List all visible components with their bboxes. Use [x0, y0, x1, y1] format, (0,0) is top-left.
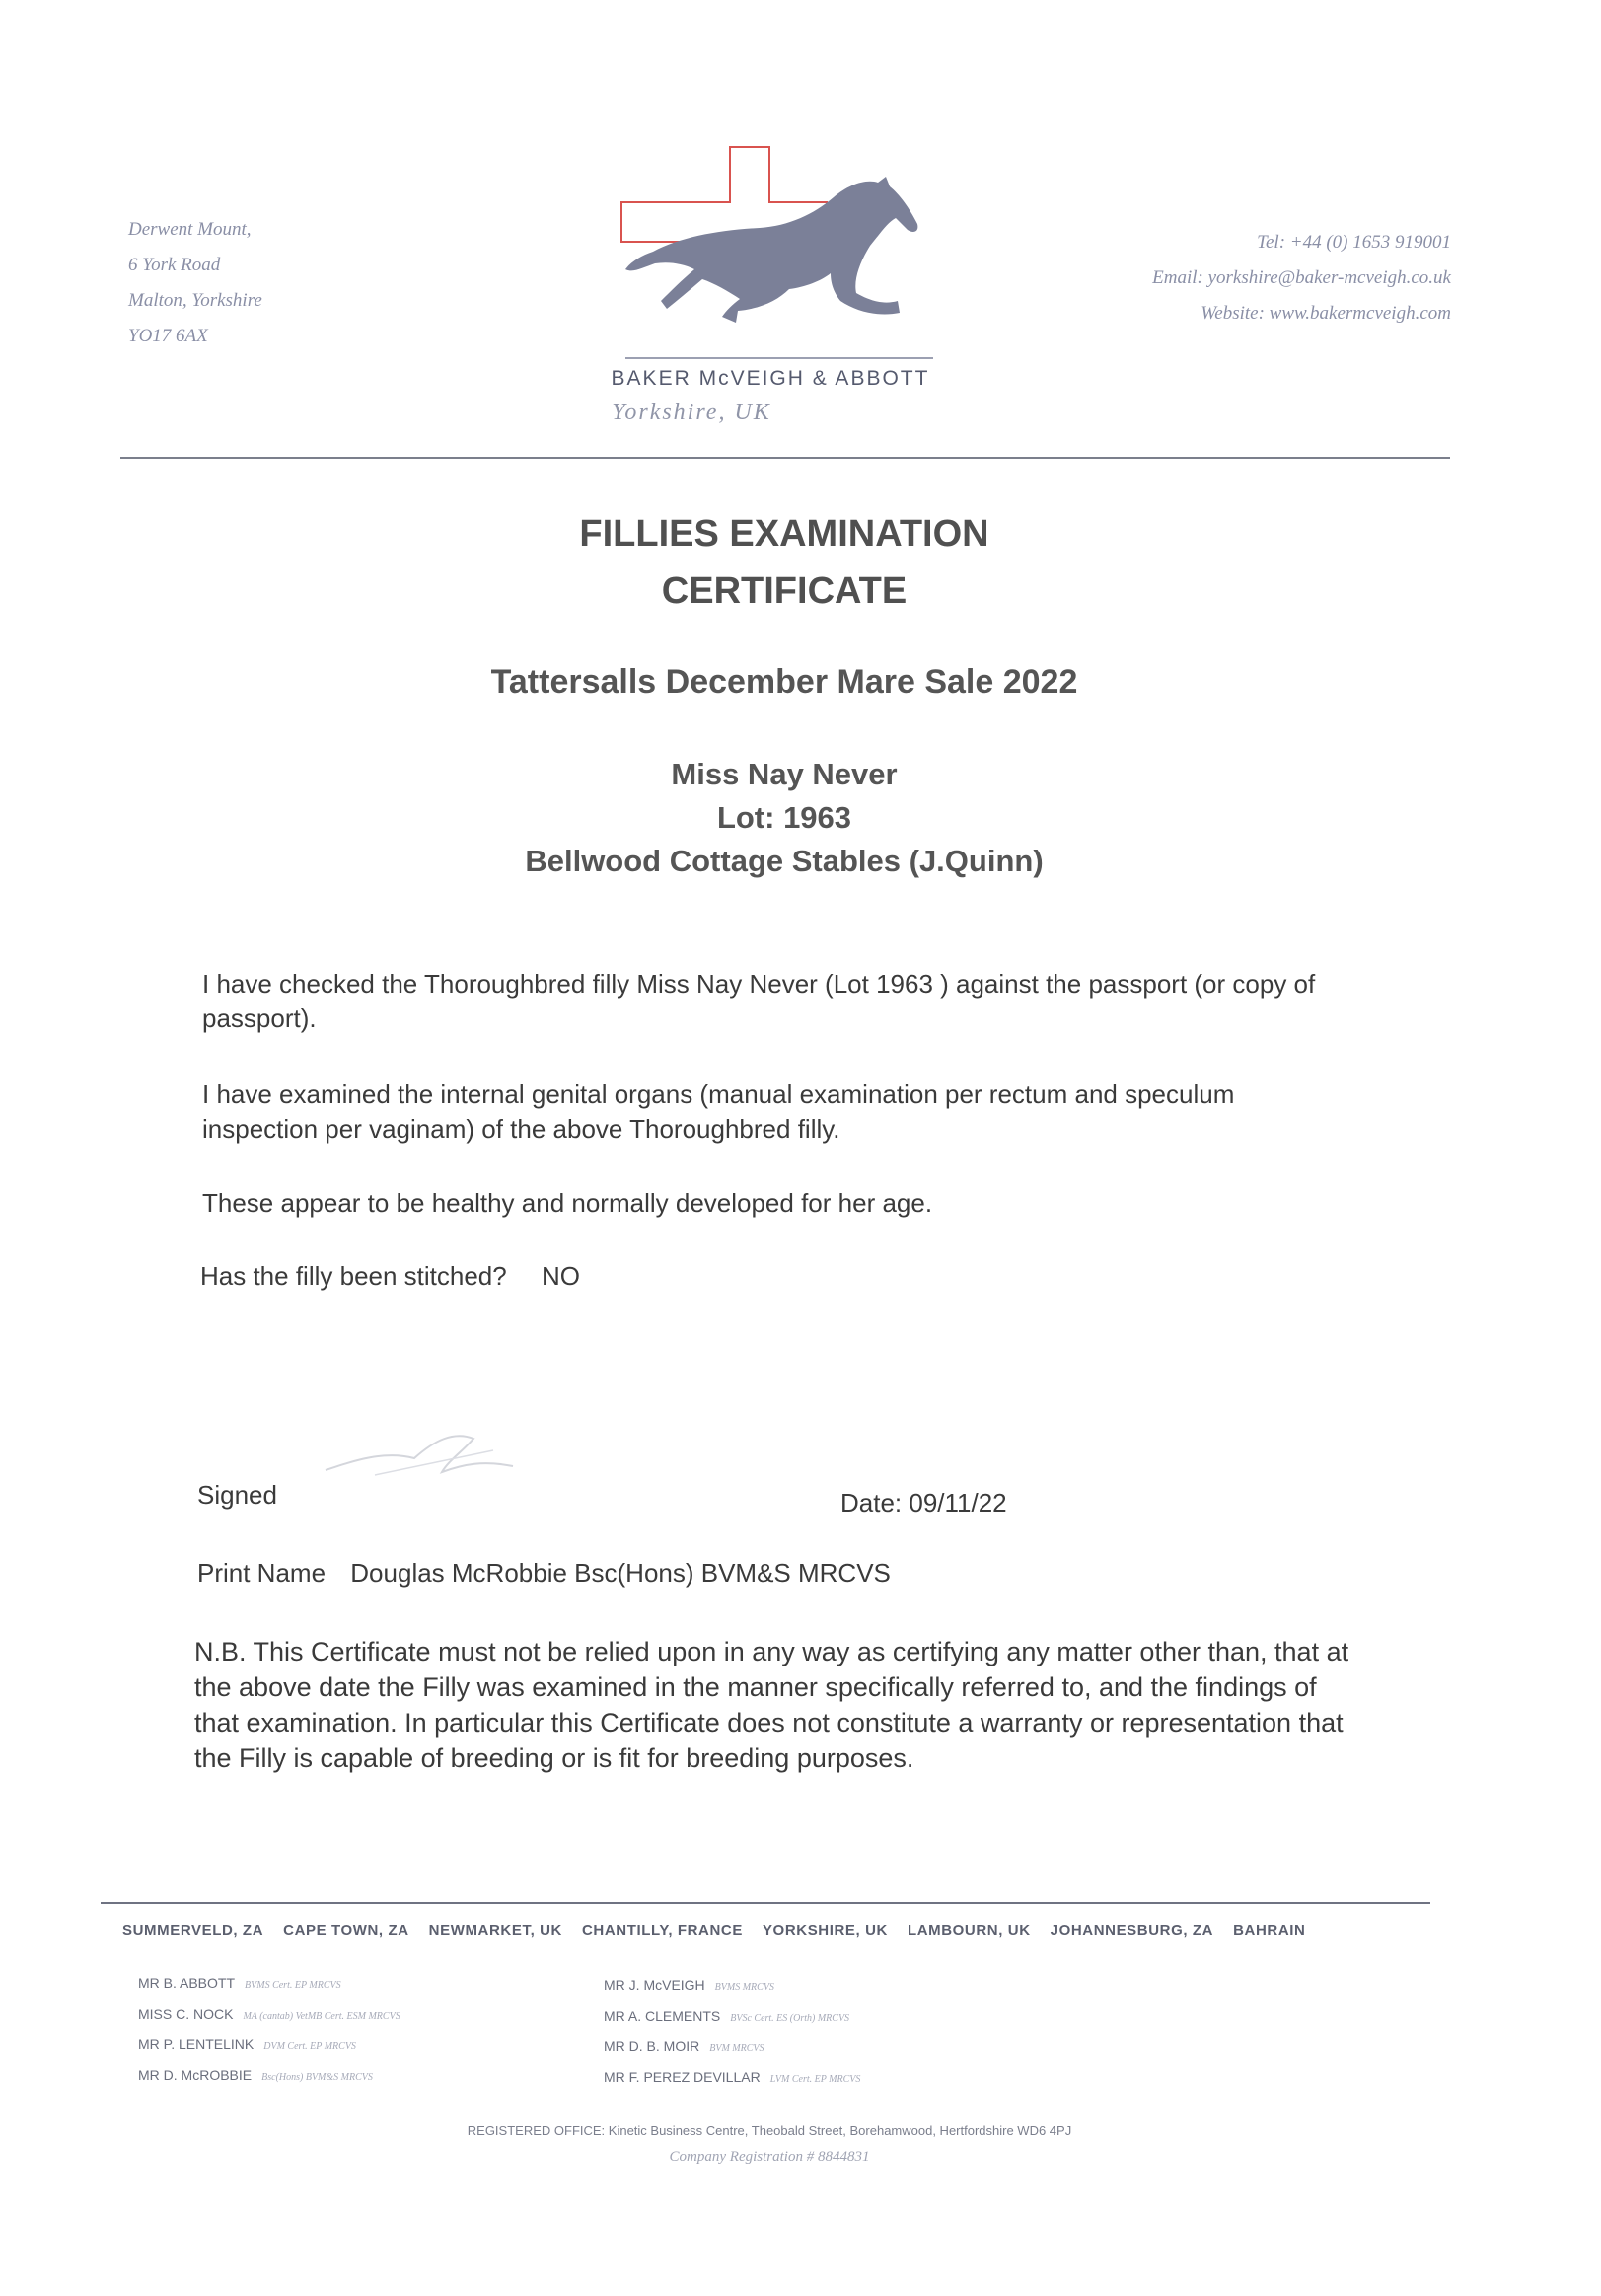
website-line: Website: www.bakermcveigh.com — [1201, 303, 1451, 324]
lot-info — [0, 753, 1568, 883]
paragraph-passport: I have checked the Thoroughbred filly Miss Nay Never (Lot 1963 ) against the passport (or copy of passport). — [202, 969, 1316, 1033]
contact-details — [1152, 225, 1451, 332]
address-line: Derwent Mount, — [128, 219, 252, 240]
paragraph-examination: I have examined the internal genital organs (manual examination per rectum and speculum inspection per vaginam) of the above Thoroughbred filly. — [202, 1079, 1235, 1144]
brand-location: Yorkshire, UK — [612, 400, 771, 425]
staff-member: MR D. B. MOIR BVM MRCVS — [604, 2038, 764, 2054]
horse-cross-logo — [612, 143, 937, 360]
staff-list-right — [604, 1971, 860, 2094]
print-name — [197, 1556, 891, 1591]
lot-number: Lot: 1963 — [716, 800, 852, 835]
staff-member: MR J. McVEIGH BVMS MRCVS — [604, 1977, 774, 1993]
staff-member: MR P. LENTELINK DVM Cert. EP MRCVS — [138, 2037, 356, 2052]
staff-member: MR A. CLEMENTS BVSc Cert. ES (Orth) MRCVS — [604, 2008, 850, 2024]
registered-office: REGISTERED OFFICE: Kinetic Business Centre, Theobald Street, Borehamwood, Hertfordshire WD6 4PJ — [467, 2123, 1072, 2138]
title-line: FILLIES EXAMINATION — [579, 513, 989, 555]
office-address — [128, 212, 262, 354]
email-line: Email: yorkshire@baker-mcveigh.co.uk — [1152, 267, 1451, 288]
sale-name: Tattersalls December Mare Sale 2022 — [490, 663, 1078, 701]
header-divider — [120, 457, 1450, 459]
staff-member: MR D. McROBBIE Bsc(Hons) BVM&S MRCVS — [138, 2067, 373, 2083]
stitched-question-text: Has the filly been stitched? — [200, 1261, 507, 1291]
paragraph-findings: These appear to be healthy and normally developed for her age. — [202, 1188, 933, 1218]
signature-date: Date: 09/11/22 — [840, 1488, 1007, 1518]
signature-image — [316, 1421, 533, 1490]
office-location: NEWMARKET, UK — [428, 1922, 562, 1939]
address-line: YO17 6AX — [128, 326, 208, 346]
print-name-value: Douglas McRobbie Bsc(Hons) BVM&S MRCVS — [350, 1558, 891, 1588]
address-line: Malton, Yorkshire — [128, 290, 262, 311]
office-location: SUMMERVELD, ZA — [122, 1922, 264, 1939]
stitched-question — [200, 1259, 580, 1294]
title-line: CERTIFICATE — [661, 570, 908, 612]
footer-divider — [101, 1902, 1430, 1904]
address-line: 6 York Road — [128, 255, 221, 275]
office-location: JOHANNESBURG, ZA — [1050, 1922, 1214, 1939]
horse-name: Miss Nay Never — [671, 757, 898, 791]
vendor-name: Bellwood Cottage Stables (J.Quinn) — [525, 844, 1044, 878]
certificate-title — [0, 505, 1568, 620]
staff-member: MISS C. NOCK MA (cantab) VetMB Cert. ESM MRCVS — [138, 2006, 400, 2022]
staff-list-left — [138, 1969, 400, 2092]
staff-member: MR B. ABBOTT BVMS Cert. EP MRCVS — [138, 1975, 341, 1991]
staff-member: MR F. PEREZ DEVILLAR LVM Cert. EP MRCVS — [604, 2069, 861, 2085]
company-registration: Company Registration # 8844831 — [669, 2149, 870, 2165]
print-name-label: Print Name — [197, 1558, 327, 1588]
stitched-answer: NO — [541, 1261, 580, 1291]
office-location: CHANTILLY, FRANCE — [581, 1922, 743, 1939]
signed-label: Signed — [197, 1480, 277, 1510]
office-location: LAMBOURN, UK — [907, 1922, 1031, 1939]
office-locations — [122, 1922, 1305, 1939]
horse-icon — [625, 177, 917, 323]
brand-name: BAKER McVEIGH & ABBOTT — [611, 367, 930, 390]
office-location: BAHRAIN — [1233, 1922, 1306, 1939]
office-location: YORKSHIRE, UK — [762, 1922, 888, 1939]
phone-line: Tel: +44 (0) 1653 919001 — [1257, 232, 1451, 253]
nb-disclaimer: N.B. This Certificate must not be relied upon in any way as certifying any matter other than, that at the above date the Filly was examined in the manner specifically referred to, and the findings of that examination. In particular this Certificate does not constitute a warranty or representation that the Filly is capable of breeding or is fit for breeding purposes. — [194, 1637, 1349, 1773]
office-location: CAPE TOWN, ZA — [283, 1922, 409, 1939]
